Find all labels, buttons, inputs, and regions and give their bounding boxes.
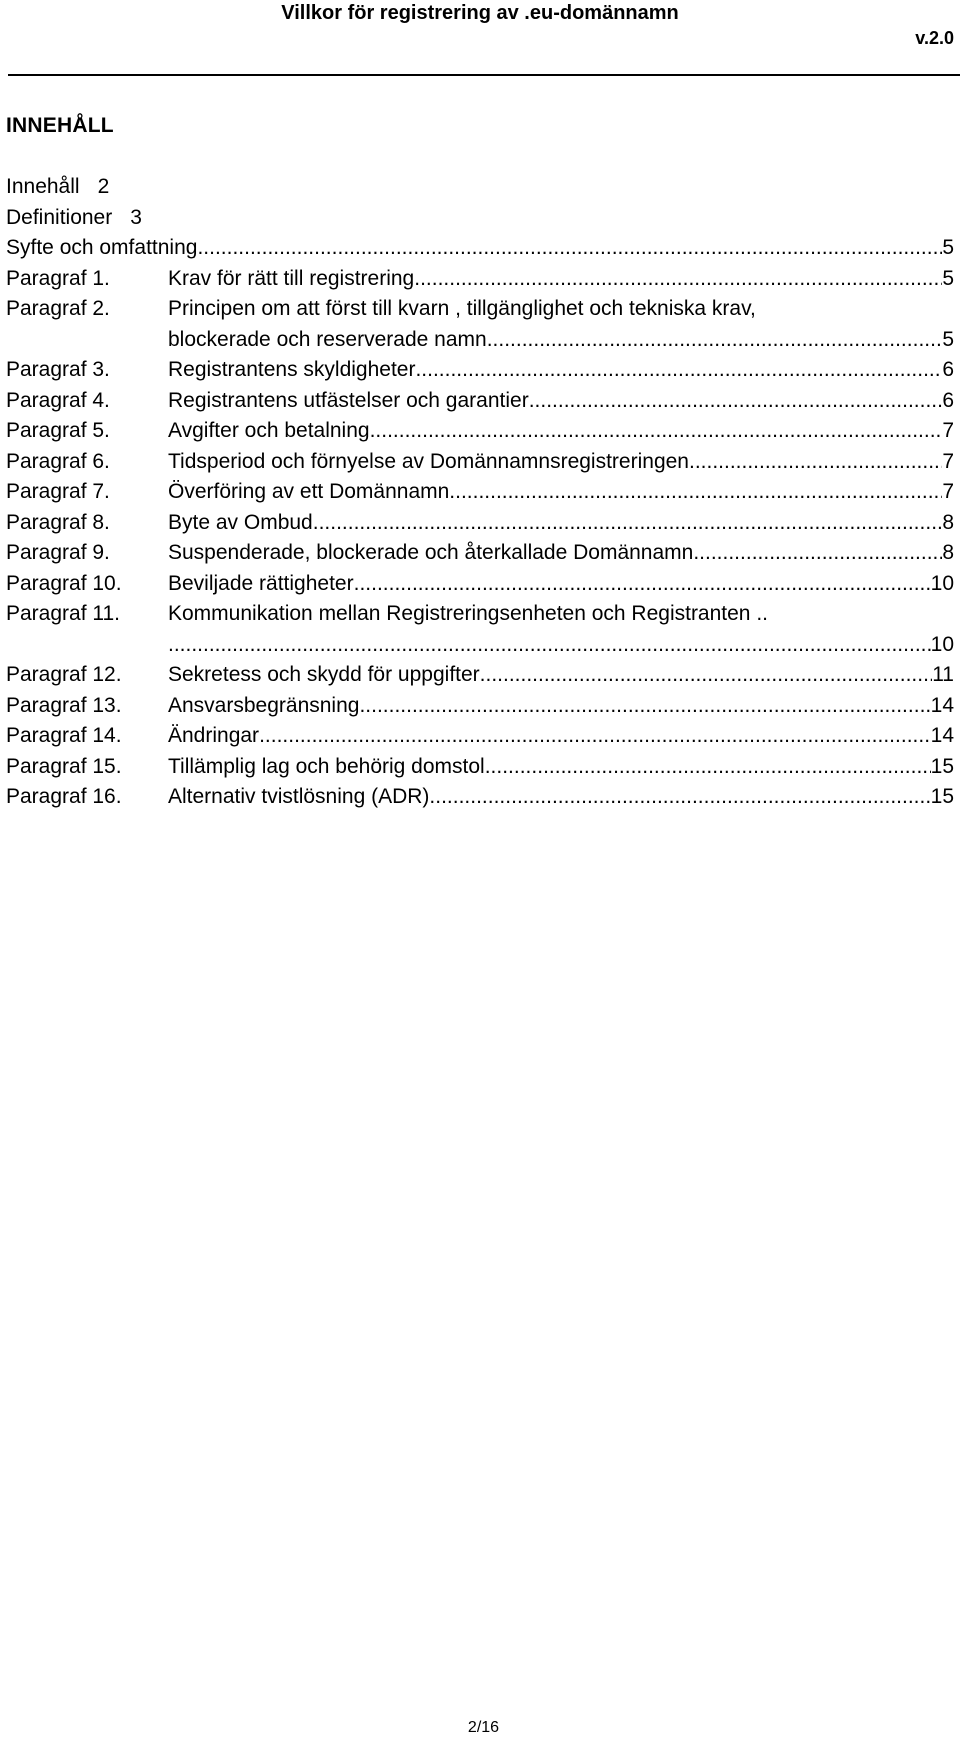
toc-entry-paragraf-1[interactable]: [6, 264, 954, 295]
toc-entry-label: Paragraf 15.: [6, 754, 122, 778]
toc-entry-label: Paragraf 12.: [6, 663, 122, 686]
toc-entry-paragraf-11[interactable]: [6, 599, 954, 660]
toc-entry-title: Kommunikation mellan Registreringsenheten och Registranten ..: [168, 602, 768, 625]
document-version: v.2.0: [915, 28, 954, 48]
toc-entry-page: 14: [930, 693, 954, 717]
dot-leader: [414, 264, 942, 295]
toc-entry-body: [168, 660, 954, 691]
toc-entry-label: Paragraf 1.: [6, 266, 110, 290]
toc-entry-page: 2: [97, 175, 110, 198]
toc-entry-title: Sekretess och skydd för uppgifter: [168, 663, 480, 686]
toc-entry-page: 6: [942, 388, 954, 412]
toc-entry-body: [168, 691, 954, 722]
toc-entry-label: Paragraf 2.: [6, 297, 110, 320]
toc-entry-line: [168, 782, 954, 813]
toc-entry-title: Avgifter och betalning: [168, 419, 370, 442]
toc-entry-page: 10: [930, 632, 954, 656]
toc-entry-paragraf-3[interactable]: [6, 355, 954, 386]
toc-entry-innehall[interactable]: [6, 172, 954, 203]
toc-entry-page: 7: [942, 419, 954, 442]
dot-leader: [485, 752, 931, 783]
toc-entry-paragraf-5[interactable]: [6, 416, 954, 447]
toc-entry-paragraf-2[interactable]: [6, 294, 954, 355]
toc-entry-line: [168, 630, 954, 661]
toc-entry-page: 8: [942, 541, 954, 564]
toc-entry-line: [168, 477, 954, 508]
toc-entry-body: [168, 294, 954, 355]
dot-leader: [354, 569, 931, 600]
toc-entry-line: [168, 264, 954, 295]
dot-leader: [197, 233, 942, 264]
toc-entry-title: Innehåll: [6, 175, 80, 198]
dot-leader: [480, 660, 933, 691]
dot-leader: [415, 355, 942, 386]
dot-leader: [259, 721, 931, 752]
toc-entry-body: [168, 721, 954, 752]
document-header-title: Villkor för registrering av .eu-domännamn: [281, 2, 679, 24]
toc-entry-title: Beviljade rättigheter: [168, 571, 354, 595]
header-divider: [8, 74, 960, 76]
dot-leader: [693, 538, 942, 569]
toc-entry-page: 11: [932, 663, 954, 686]
toc-entry-paragraf-4[interactable]: [6, 386, 954, 417]
toc-entry-page: 15: [930, 785, 954, 808]
toc-entry-line: [168, 508, 954, 539]
toc-entry-paragraf-8[interactable]: [6, 508, 954, 539]
toc-entry-title: Krav för rätt till registrering: [168, 266, 415, 290]
toc-entry-title: Alternativ tvistlösning (ADR): [168, 785, 430, 808]
toc-entry-label: Paragraf 16.: [6, 785, 122, 808]
toc-entry-line: [168, 325, 954, 356]
toc-entry-label: Paragraf 9.: [6, 541, 110, 564]
toc-entry-page: 8: [942, 510, 954, 534]
toc-entry-paragraf-16[interactable]: [6, 782, 954, 813]
toc-entry-paragraf-9[interactable]: [6, 538, 954, 569]
toc-entry-paragraf-14[interactable]: [6, 721, 954, 752]
page-number: 2/16: [467, 1719, 500, 1736]
toc-entry-body: [168, 416, 954, 447]
toc-entry-page: 15: [930, 754, 954, 778]
toc-entry-line: [168, 386, 954, 417]
dot-leader: [168, 630, 931, 661]
toc-entry-line: [168, 447, 954, 478]
toc-entry-paragraf-7[interactable]: [6, 477, 954, 508]
toc-entry-title: Ändringar: [168, 724, 260, 747]
toc-entry-body: [168, 386, 954, 417]
dot-leader: [689, 447, 942, 478]
toc-entry-page: 7: [942, 480, 954, 503]
dot-leader: [313, 508, 943, 539]
toc-entry-label: Paragraf 5.: [6, 419, 110, 442]
dot-leader: [487, 325, 943, 356]
toc-entry-line: [168, 752, 954, 783]
toc-entry-paragraf-6[interactable]: [6, 447, 954, 478]
toc-entry-page: 5: [942, 327, 954, 351]
toc-entry-title: Syfte och omfattning: [6, 236, 198, 259]
toc-entry-label: Paragraf 13.: [6, 693, 122, 717]
toc-entry-title: Tillämplig lag och behörig domstol: [168, 754, 485, 778]
toc-entry-title: Suspenderade, blockerade och återkallade Domännamn: [168, 541, 694, 564]
toc-entry-page: 7: [942, 449, 954, 473]
toc-entry-label: Paragraf 4.: [6, 388, 110, 412]
toc-entry-body: [168, 599, 954, 660]
toc-entry-label: Paragraf 10.: [6, 571, 122, 595]
toc-entry-body: [168, 782, 954, 813]
toc-entry-line: [168, 599, 954, 630]
toc-entry-paragraf-10[interactable]: [6, 569, 954, 600]
toc-entry-body: [168, 477, 954, 508]
dot-leader: [359, 691, 930, 722]
toc-entry-syfte[interactable]: [6, 233, 954, 264]
toc-entry-line: [168, 660, 954, 691]
toc-entry-paragraf-12[interactable]: [6, 660, 954, 691]
toc-entry-title: Ansvarsbegränsning: [168, 693, 360, 717]
toc-entry-page: 5: [942, 266, 954, 290]
toc-entry-line: [168, 569, 954, 600]
toc-entry-title: Registrantens skyldigheter: [168, 358, 416, 381]
toc-entry-label: Paragraf 11.: [6, 602, 121, 625]
toc-entry-label: Paragraf 14.: [6, 724, 122, 747]
toc-entry-line: [168, 294, 954, 325]
toc-heading: INNEHÅLL: [6, 114, 114, 137]
dot-leader: [429, 782, 930, 813]
toc-entry-body: [168, 752, 954, 783]
toc-entry-page: 6: [942, 358, 954, 381]
toc-entry-line: [168, 691, 954, 722]
toc-entry-title: Tidsperiod och förnyelse av Domännamnsregistreringen: [168, 449, 689, 473]
toc-entry-line: [168, 538, 954, 569]
dot-leader: [370, 416, 943, 447]
toc-entry-title: Principen om att först till kvarn , tillgänglighet och tekniska krav,: [168, 297, 756, 320]
dot-leader: [529, 386, 943, 417]
toc-entry-line: [168, 416, 954, 447]
toc-entry-paragraf-13[interactable]: [6, 691, 954, 722]
toc-entry-title: Registrantens utfästelser och garantier: [168, 388, 529, 412]
toc-entry-title: Byte av Ombud: [168, 510, 313, 534]
toc-entry-label: Paragraf 3.: [6, 358, 110, 381]
toc-entry-page: 5: [942, 236, 954, 259]
toc-entry-body: [168, 569, 954, 600]
toc-entry-title: Definitioner: [6, 205, 113, 229]
toc-entry-body: [168, 508, 954, 539]
toc-entry-body: [168, 355, 954, 386]
toc-entry-title: Överföring av ett Domännamn: [168, 480, 450, 503]
toc-entry-title: blockerade och reserverade namn: [168, 327, 487, 351]
toc-entry-body: [168, 447, 954, 478]
toc-entry-page: 3: [130, 205, 142, 229]
toc-entry-label: Paragraf 7.: [6, 480, 110, 503]
toc-entry-label: Paragraf 6.: [6, 449, 110, 473]
toc-entry-label: Paragraf 8.: [6, 510, 110, 534]
toc-entry-body: [168, 264, 954, 295]
dot-leader: [449, 477, 942, 508]
toc-entry-page: 10: [930, 571, 954, 595]
toc-entry-paragraf-15[interactable]: [6, 752, 954, 783]
toc-entry-line: [168, 721, 954, 752]
toc-entry-line: [168, 355, 954, 386]
toc-entry-definitioner[interactable]: [6, 203, 954, 234]
toc-entry-page: 14: [930, 724, 954, 747]
toc-entry-body: [168, 538, 954, 569]
table-of-contents: [6, 172, 954, 813]
